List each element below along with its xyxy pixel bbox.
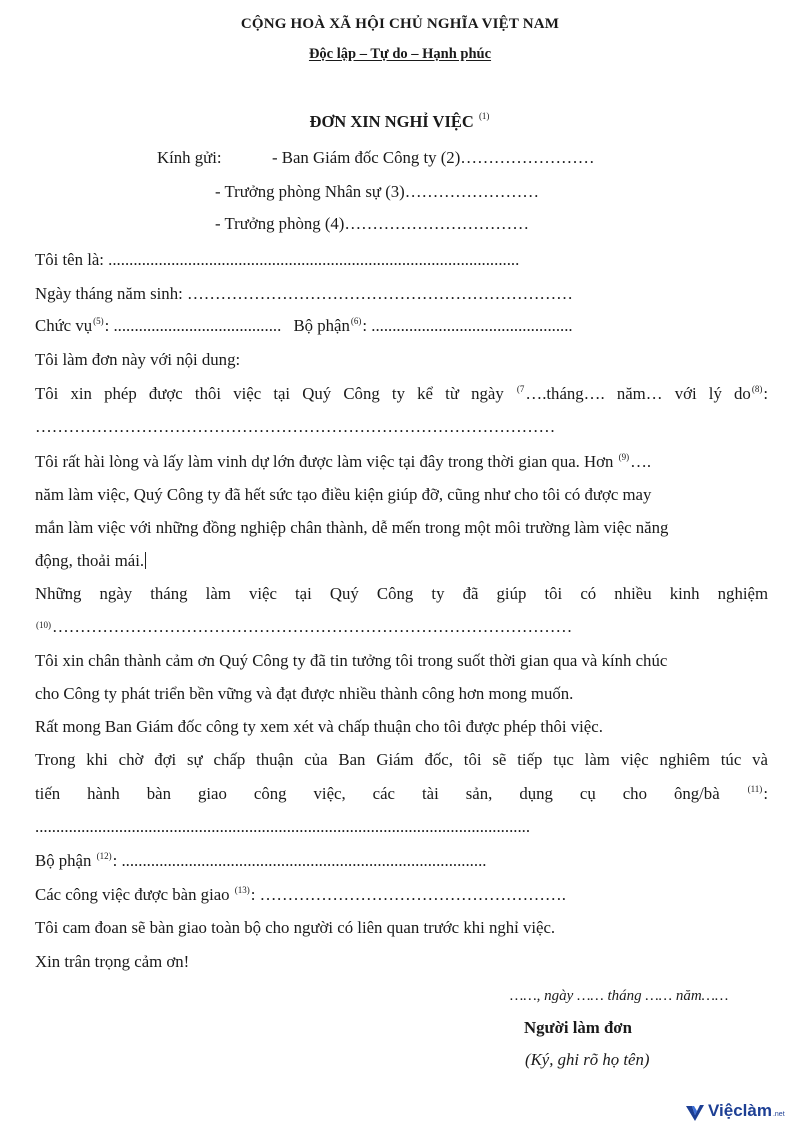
- para5-dots: ......................................................................................................................: [35, 817, 531, 836]
- handover-tasks: [35, 884, 566, 906]
- para1-line1: [35, 451, 651, 473]
- position-fill: : ........................................: [104, 316, 282, 335]
- brand-name-text: Việclàm: [708, 1101, 772, 1120]
- request-line: [35, 383, 768, 405]
- closing-thanks: Xin trân trọng cảm ơn!: [35, 952, 190, 971]
- para2-line2: [35, 616, 572, 638]
- para1-text: Tôi rất hài lòng và lấy làm vinh dự lớn được làm việc tại đây trong thời gian qua. Hơn: [35, 452, 614, 471]
- field-name: Tôi tên là: ..................................................................................................: [35, 250, 520, 269]
- text-cursor: [145, 552, 146, 569]
- para3-line1: Tôi xin chân thành cảm ơn Quý Công ty đã tin tưởng tôi trong suốt thời gian qua và kính chúc: [35, 651, 668, 670]
- handover-tasks-fill: : ……………………………………………….: [250, 885, 566, 904]
- para5-colon: :: [763, 784, 768, 803]
- brand-name: [708, 1101, 785, 1121]
- handover-dept-fill: : .......................................................................................: [112, 851, 487, 870]
- signature-instruction: (Ký, ghi rõ họ tên): [525, 1050, 650, 1069]
- dept-label: Bộ phận: [293, 316, 350, 335]
- field-dob: Ngày tháng năm sinh: ……………………………………………………………: [35, 284, 573, 303]
- title-text: ĐƠN XIN NGHỈ VIỆC: [309, 112, 474, 131]
- note-7: (7: [516, 384, 525, 394]
- request-text-a: Tôi xin phép được thôi việc tại Quý Công ty kể từ ngày: [35, 384, 504, 403]
- title-note: (1): [478, 111, 490, 121]
- field-position-dept: [35, 315, 573, 337]
- brand-logo: [685, 1098, 795, 1128]
- para1-line3: mắn làm việc với những đồng nghiệp chân thành, dễ mến trong một môi trường làm việc năng: [35, 518, 669, 537]
- dept-note: (6): [350, 316, 362, 326]
- para1-dots: ….: [630, 452, 652, 471]
- national-motto: Độc lập – Tự do – Hạnh phúc: [308, 46, 492, 62]
- para4: Rất mong Ban Giám đốc công ty xem xét và chấp thuận cho tôi được phép thôi việc.: [35, 717, 603, 736]
- para2-dots: …………………………………………………………………………………: [52, 617, 573, 636]
- signature-date: ……, ngày …… tháng …… năm……: [510, 988, 729, 1004]
- document-title: [0, 112, 800, 132]
- recipient-label: Kính gửi:: [157, 148, 222, 167]
- handover-dept: [35, 850, 486, 872]
- check-mark-icon: [685, 1104, 705, 1122]
- para5-line2: [35, 783, 768, 805]
- note-8: (8): [751, 384, 763, 394]
- para2-line1: Những ngày tháng làm việc tại Quý Công ty đã giúp tôi có nhiều kinh nghiệm: [35, 584, 768, 603]
- national-heading: CỘNG HOÀ XÃ HỘI CHỦ NGHĨA VIỆT NAM: [240, 16, 560, 32]
- recipient-line-2: - Trưởng phòng Nhân sự (3)……………………: [215, 182, 540, 201]
- para5-text: tiến hành bàn giao công việc, các tài sản, dụng cụ cho ông/bà: [35, 784, 720, 803]
- para1-end: động, thoải mái.: [35, 551, 145, 570]
- note-10: (10): [36, 620, 51, 630]
- brand-suffix: .net: [772, 1111, 785, 1118]
- commitment: Tôi cam đoan sẽ bàn giao toàn bộ cho người có liên quan trước khi nghỉ việc.: [35, 918, 556, 937]
- reason-dots: …………………………………………………………………………………: [35, 417, 556, 436]
- handover-dept-label: Bộ phận: [35, 851, 92, 870]
- para3-line2: cho Công ty phát triển bền vững và đạt được nhiều thành công hơn mong muốn.: [35, 684, 574, 703]
- note-13: (13): [234, 885, 250, 895]
- request-text-c: :: [763, 384, 768, 403]
- handover-tasks-label: Các công việc được bàn giao: [35, 885, 230, 904]
- recipient-line-1: - Ban Giám đốc Công ty (2)……………………: [272, 148, 595, 167]
- request-text-b: ….tháng…. năm… với lý do: [525, 384, 751, 403]
- para5-line1: Trong khi chờ đợi sự chấp thuận của Ban Giám đốc, tôi sẽ tiếp tục làm việc nghiêm túc và: [35, 750, 768, 769]
- position-note: (5): [93, 316, 104, 326]
- para1-line2: năm làm việc, Quý Công ty đã hết sức tạo điều kiện giúp đỡ, cũng như cho tôi có được may: [35, 485, 652, 504]
- para1-line4: [35, 550, 146, 572]
- dept-fill: : ................................................: [362, 316, 573, 335]
- note-12: (12): [96, 851, 112, 861]
- note-11: (11): [747, 784, 763, 794]
- body-intro: Tôi làm đơn này với nội dung:: [35, 350, 241, 369]
- position-label: Chức vụ: [35, 316, 93, 335]
- note-9: (9): [618, 452, 630, 462]
- recipient-line-3: - Trưởng phòng (4)……………………………: [215, 214, 529, 233]
- signature-signer: Người làm đơn: [524, 1018, 632, 1037]
